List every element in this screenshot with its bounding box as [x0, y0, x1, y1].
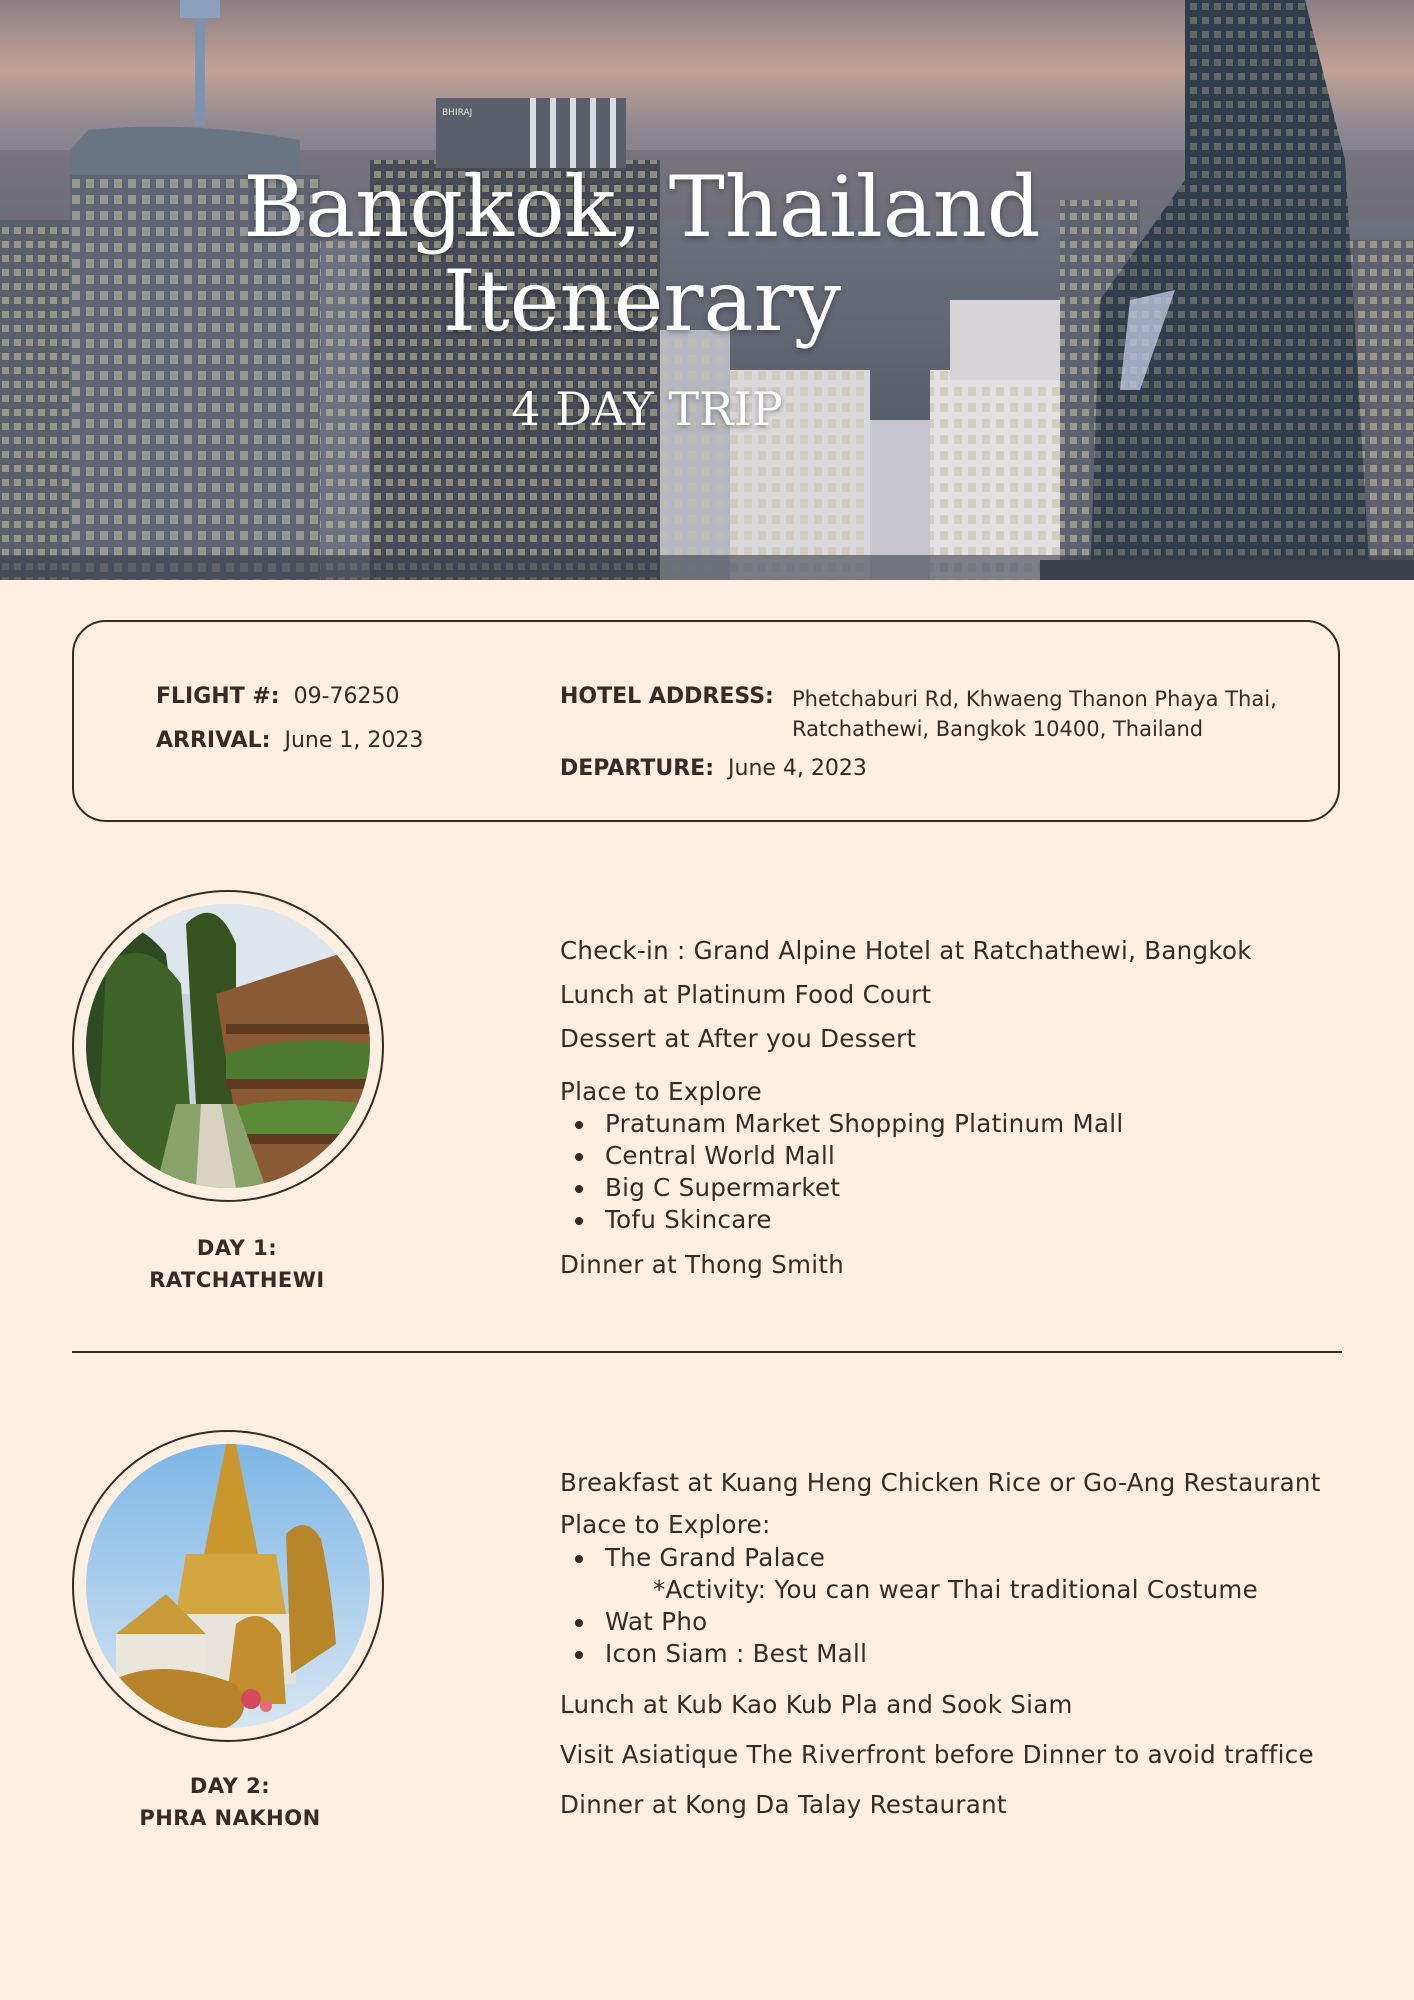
flight-label: FLIGHT #: — [156, 684, 280, 709]
temple-buddha-image — [86, 1444, 370, 1728]
day2-photo — [86, 1444, 370, 1728]
day1-photo — [86, 904, 370, 1188]
hotel-address — [792, 684, 1277, 744]
flight-value: 09-76250 — [293, 684, 400, 709]
activity-note — [560, 1574, 1258, 1606]
place-name: Central World Mall — [605, 1141, 836, 1170]
hotel-address-label-wrap — [560, 684, 788, 709]
place-name: Pratunam Market Shopping Platinum Mall — [605, 1109, 1124, 1138]
hero-banner — [0, 0, 1414, 580]
day1-checkin: Check-in : Grand Alpine Hotel at Ratchathewi, Bangkok — [560, 936, 1252, 965]
day1-photo-frame — [72, 890, 384, 1202]
departure-value: June 4, 2023 — [728, 756, 867, 781]
day2-explore-heading: Place to Explore: — [560, 1510, 771, 1539]
day2-visit: Visit Asiatique The Riverfront before Dinner to avoid traffice — [560, 1740, 1314, 1769]
list-item — [560, 1606, 1258, 1638]
list-item — [560, 1140, 1124, 1172]
building-sign: BHIRAJ — [442, 108, 473, 118]
list-item — [560, 1638, 1258, 1670]
day2-number: DAY 2: — [189, 1774, 271, 1798]
day1-dessert: Dessert at After you Dessert — [560, 1024, 917, 1053]
trip-length-subtitle: 4 DAY TRIP — [511, 382, 783, 436]
flight-number — [156, 684, 400, 709]
place-name: Tofu Skincare — [605, 1205, 772, 1234]
list-item — [560, 1204, 1124, 1236]
departure-label: DEPARTURE: — [560, 756, 715, 781]
day2-area: PHRA NAKHON — [139, 1806, 321, 1830]
place-name: Big C Supermarket — [605, 1173, 841, 1202]
place-name: The Grand Palace — [605, 1543, 826, 1572]
place-name: Wat Pho — [605, 1607, 708, 1636]
arrival-value: June 1, 2023 — [284, 728, 424, 753]
place-name: Icon Siam : Best Mall — [605, 1639, 868, 1668]
day1-number: DAY 1: — [196, 1236, 278, 1260]
garden-walkway-image — [86, 904, 370, 1188]
day2-dinner: Dinner at Kong Da Talay Restaurant — [560, 1790, 1007, 1819]
day2-places-list — [560, 1542, 1258, 1670]
departure-date — [560, 756, 867, 781]
day2-label — [72, 1770, 388, 1834]
title-line-1: Bangkok, Thailand — [243, 158, 1041, 256]
hotel-address-line-2: Ratchathewi, Bangkok 10400, Thailand — [792, 717, 1204, 741]
day1-dinner: Dinner at Thong Smith — [560, 1250, 845, 1279]
list-item — [560, 1172, 1124, 1204]
section-divider — [72, 1351, 1342, 1353]
hotel-address-line-1: Phetchaburi Rd, Khwaeng Thanon Phaya Thai, — [792, 687, 1277, 711]
list-item — [560, 1108, 1124, 1140]
hotel-label: HOTEL ADDRESS: — [560, 684, 774, 709]
activity-note-text: *Activity: You can wear Thai traditional Costume — [653, 1575, 1258, 1604]
day2-lunch: Lunch at Kub Kao Kub Pla and Sook Siam — [560, 1690, 1073, 1719]
title-line-2: Itenerary — [442, 252, 842, 350]
day2-photo-frame — [72, 1430, 384, 1742]
day1-lunch: Lunch at Platinum Food Court — [560, 980, 932, 1009]
day1-explore-heading: Place to Explore — [560, 1077, 763, 1106]
day1-label — [72, 1232, 402, 1296]
day1-area: RATCHATHEWI — [149, 1268, 325, 1292]
day1-places-list — [560, 1108, 1124, 1236]
list-item — [560, 1542, 1258, 1574]
day2-breakfast: Breakfast at Kuang Heng Chicken Rice or Go-Ang Restaurant — [560, 1468, 1321, 1497]
itinerary-title — [0, 160, 1414, 348]
arrival-label: ARRIVAL: — [156, 728, 271, 753]
arrival-date — [156, 728, 423, 753]
